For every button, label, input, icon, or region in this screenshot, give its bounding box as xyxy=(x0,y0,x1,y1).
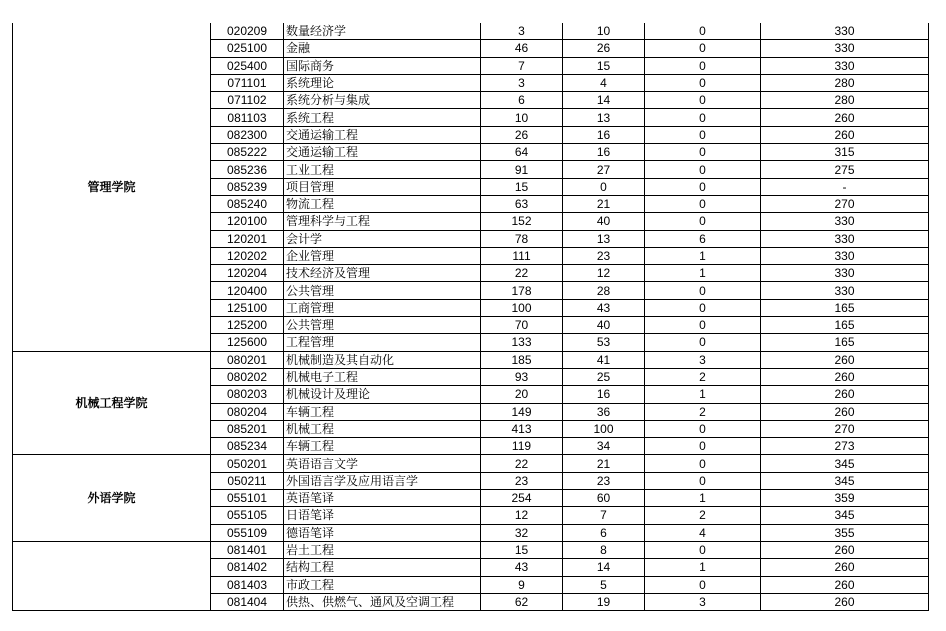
exempt-cell: 3 xyxy=(645,351,761,368)
exempt-cell: 0 xyxy=(645,541,761,558)
major-name-cell: 交通运输工程 xyxy=(284,144,481,161)
major-code-cell: 081402 xyxy=(211,559,284,576)
admitted-cell: 23 xyxy=(563,472,645,489)
applicants-cell: 63 xyxy=(481,195,563,212)
major-name-cell: 机械设计及理论 xyxy=(284,386,481,403)
score-line-cell: 260 xyxy=(761,126,929,143)
admitted-cell: 13 xyxy=(563,230,645,247)
admitted-cell: 10 xyxy=(563,23,645,40)
applicants-cell: 413 xyxy=(481,420,563,437)
major-name-cell: 工业工程 xyxy=(284,161,481,178)
major-code-cell: 071101 xyxy=(211,74,284,91)
admissions-table xyxy=(12,23,929,611)
major-name-cell: 机械电子工程 xyxy=(284,368,481,385)
major-code-cell: 080202 xyxy=(211,368,284,385)
applicants-cell: 91 xyxy=(481,161,563,178)
major-name-cell: 日语笔译 xyxy=(284,507,481,524)
major-code-cell: 085240 xyxy=(211,195,284,212)
applicants-cell: 15 xyxy=(481,541,563,558)
major-name-cell: 企业管理 xyxy=(284,247,481,264)
score-line-cell: 345 xyxy=(761,455,929,472)
score-line-cell: 260 xyxy=(761,351,929,368)
admitted-cell: 100 xyxy=(563,420,645,437)
applicants-cell: 10 xyxy=(481,109,563,126)
applicants-cell: 43 xyxy=(481,559,563,576)
major-code-cell: 085222 xyxy=(211,144,284,161)
admitted-cell: 36 xyxy=(563,403,645,420)
major-code-cell: 125100 xyxy=(211,299,284,316)
admitted-cell: 43 xyxy=(563,299,645,316)
major-name-cell: 国际商务 xyxy=(284,57,481,74)
score-line-cell: 165 xyxy=(761,334,929,351)
score-line-cell: 260 xyxy=(761,559,929,576)
major-name-cell: 交通运输工程 xyxy=(284,126,481,143)
exempt-cell: 0 xyxy=(645,161,761,178)
applicants-cell: 119 xyxy=(481,438,563,455)
major-code-cell: 055105 xyxy=(211,507,284,524)
major-name-cell: 工程管理 xyxy=(284,334,481,351)
applicants-cell: 100 xyxy=(481,299,563,316)
exempt-cell: 0 xyxy=(645,282,761,299)
major-name-cell: 供热、供燃气、通风及空调工程 xyxy=(284,593,481,610)
score-line-cell: 270 xyxy=(761,195,929,212)
major-code-cell: 125200 xyxy=(211,317,284,334)
major-code-cell: 050211 xyxy=(211,472,284,489)
score-line-cell: 165 xyxy=(761,299,929,316)
exempt-cell: 2 xyxy=(645,403,761,420)
score-line-cell: - xyxy=(761,178,929,195)
score-line-cell: 330 xyxy=(761,230,929,247)
exempt-cell: 0 xyxy=(645,472,761,489)
admitted-cell: 14 xyxy=(563,92,645,109)
applicants-cell: 12 xyxy=(481,507,563,524)
score-line-cell: 330 xyxy=(761,247,929,264)
score-line-cell: 260 xyxy=(761,541,929,558)
applicants-cell: 254 xyxy=(481,490,563,507)
major-code-cell: 050201 xyxy=(211,455,284,472)
table-row xyxy=(13,23,929,40)
major-code-cell: 055109 xyxy=(211,524,284,541)
major-name-cell: 工商管理 xyxy=(284,299,481,316)
exempt-cell: 0 xyxy=(645,92,761,109)
admitted-cell: 12 xyxy=(563,265,645,282)
major-name-cell: 系统工程 xyxy=(284,109,481,126)
admitted-cell: 28 xyxy=(563,282,645,299)
major-code-cell: 080203 xyxy=(211,386,284,403)
exempt-cell: 1 xyxy=(645,490,761,507)
major-code-cell: 120204 xyxy=(211,265,284,282)
applicants-cell: 3 xyxy=(481,74,563,91)
score-line-cell: 270 xyxy=(761,420,929,437)
score-line-cell: 315 xyxy=(761,144,929,161)
admitted-cell: 6 xyxy=(563,524,645,541)
exempt-cell: 0 xyxy=(645,213,761,230)
table-row xyxy=(13,541,929,558)
major-name-cell: 会计学 xyxy=(284,230,481,247)
score-line-cell: 330 xyxy=(761,282,929,299)
score-line-cell: 165 xyxy=(761,317,929,334)
applicants-cell: 22 xyxy=(481,265,563,282)
admitted-cell: 26 xyxy=(563,40,645,57)
score-line-cell: 355 xyxy=(761,524,929,541)
admitted-cell: 15 xyxy=(563,57,645,74)
school-name-cell: 外语学院 xyxy=(13,455,211,541)
exempt-cell: 2 xyxy=(645,368,761,385)
exempt-cell: 0 xyxy=(645,144,761,161)
admitted-cell: 21 xyxy=(563,455,645,472)
table-row xyxy=(13,455,929,472)
major-name-cell: 机械工程 xyxy=(284,420,481,437)
admitted-cell: 40 xyxy=(563,317,645,334)
exempt-cell: 0 xyxy=(645,420,761,437)
major-name-cell: 岩土工程 xyxy=(284,541,481,558)
score-line-cell: 275 xyxy=(761,161,929,178)
admitted-cell: 60 xyxy=(563,490,645,507)
admitted-cell: 0 xyxy=(563,178,645,195)
admitted-cell: 8 xyxy=(563,541,645,558)
exempt-cell: 1 xyxy=(645,559,761,576)
admitted-cell: 16 xyxy=(563,144,645,161)
score-line-cell: 330 xyxy=(761,40,929,57)
applicants-cell: 6 xyxy=(481,92,563,109)
major-name-cell: 物流工程 xyxy=(284,195,481,212)
admitted-cell: 7 xyxy=(563,507,645,524)
admitted-cell: 5 xyxy=(563,576,645,593)
major-code-cell: 082300 xyxy=(211,126,284,143)
exempt-cell: 0 xyxy=(645,109,761,126)
exempt-cell: 0 xyxy=(645,299,761,316)
applicants-cell: 3 xyxy=(481,23,563,40)
major-code-cell: 120202 xyxy=(211,247,284,264)
major-code-cell: 085236 xyxy=(211,161,284,178)
exempt-cell: 0 xyxy=(645,317,761,334)
admitted-cell: 21 xyxy=(563,195,645,212)
score-line-cell: 280 xyxy=(761,74,929,91)
score-line-cell: 280 xyxy=(761,92,929,109)
exempt-cell: 0 xyxy=(645,438,761,455)
score-line-cell: 345 xyxy=(761,472,929,489)
major-name-cell: 外国语言学及应用语言学 xyxy=(284,472,481,489)
major-name-cell: 技术经济及管理 xyxy=(284,265,481,282)
exempt-cell: 0 xyxy=(645,178,761,195)
admitted-cell: 14 xyxy=(563,559,645,576)
score-line-cell: 330 xyxy=(761,57,929,74)
applicants-cell: 15 xyxy=(481,178,563,195)
major-name-cell: 系统理论 xyxy=(284,74,481,91)
exempt-cell: 1 xyxy=(645,265,761,282)
exempt-cell: 6 xyxy=(645,230,761,247)
major-code-cell: 120100 xyxy=(211,213,284,230)
score-line-cell: 260 xyxy=(761,368,929,385)
major-code-cell: 120400 xyxy=(211,282,284,299)
exempt-cell: 0 xyxy=(645,334,761,351)
major-name-cell: 金融 xyxy=(284,40,481,57)
exempt-cell: 1 xyxy=(645,247,761,264)
applicants-cell: 22 xyxy=(481,455,563,472)
admitted-cell: 25 xyxy=(563,368,645,385)
major-name-cell: 公共管理 xyxy=(284,317,481,334)
applicants-cell: 20 xyxy=(481,386,563,403)
exempt-cell: 1 xyxy=(645,386,761,403)
applicants-cell: 133 xyxy=(481,334,563,351)
applicants-cell: 7 xyxy=(481,57,563,74)
score-line-cell: 273 xyxy=(761,438,929,455)
admitted-cell: 27 xyxy=(563,161,645,178)
major-name-cell: 管理科学与工程 xyxy=(284,213,481,230)
major-name-cell: 德语笔译 xyxy=(284,524,481,541)
exempt-cell: 0 xyxy=(645,126,761,143)
major-code-cell: 080204 xyxy=(211,403,284,420)
major-name-cell: 机械制造及其自动化 xyxy=(284,351,481,368)
major-code-cell: 081103 xyxy=(211,109,284,126)
major-code-cell: 085201 xyxy=(211,420,284,437)
applicants-cell: 78 xyxy=(481,230,563,247)
table-body xyxy=(13,23,929,611)
admitted-cell: 41 xyxy=(563,351,645,368)
major-code-cell: 020209 xyxy=(211,23,284,40)
major-name-cell: 车辆工程 xyxy=(284,438,481,455)
admitted-cell: 34 xyxy=(563,438,645,455)
table-row xyxy=(13,351,929,368)
admitted-cell: 19 xyxy=(563,593,645,610)
score-line-cell: 260 xyxy=(761,386,929,403)
major-code-cell: 025400 xyxy=(211,57,284,74)
admitted-cell: 23 xyxy=(563,247,645,264)
exempt-cell: 2 xyxy=(645,507,761,524)
applicants-cell: 152 xyxy=(481,213,563,230)
admitted-cell: 16 xyxy=(563,386,645,403)
major-code-cell: 081401 xyxy=(211,541,284,558)
score-line-cell: 260 xyxy=(761,593,929,610)
exempt-cell: 0 xyxy=(645,23,761,40)
exempt-cell: 0 xyxy=(645,576,761,593)
applicants-cell: 23 xyxy=(481,472,563,489)
score-line-cell: 260 xyxy=(761,403,929,420)
applicants-cell: 46 xyxy=(481,40,563,57)
major-code-cell: 085234 xyxy=(211,438,284,455)
applicants-cell: 32 xyxy=(481,524,563,541)
major-name-cell: 英语笔译 xyxy=(284,490,481,507)
score-line-cell: 330 xyxy=(761,265,929,282)
admitted-cell: 13 xyxy=(563,109,645,126)
major-code-cell: 125600 xyxy=(211,334,284,351)
applicants-cell: 9 xyxy=(481,576,563,593)
applicants-cell: 111 xyxy=(481,247,563,264)
school-name-cell xyxy=(13,541,211,610)
school-name-cell: 管理学院 xyxy=(13,23,211,351)
major-name-cell: 市政工程 xyxy=(284,576,481,593)
major-name-cell: 项目管理 xyxy=(284,178,481,195)
major-name-cell: 数量经济学 xyxy=(284,23,481,40)
exempt-cell: 4 xyxy=(645,524,761,541)
applicants-cell: 26 xyxy=(481,126,563,143)
major-code-cell: 080201 xyxy=(211,351,284,368)
major-code-cell: 085239 xyxy=(211,178,284,195)
major-code-cell: 071102 xyxy=(211,92,284,109)
major-code-cell: 081403 xyxy=(211,576,284,593)
admitted-cell: 53 xyxy=(563,334,645,351)
admitted-cell: 40 xyxy=(563,213,645,230)
school-name-cell: 机械工程学院 xyxy=(13,351,211,455)
exempt-cell: 0 xyxy=(645,74,761,91)
applicants-cell: 185 xyxy=(481,351,563,368)
applicants-cell: 178 xyxy=(481,282,563,299)
exempt-cell: 0 xyxy=(645,57,761,74)
score-line-cell: 330 xyxy=(761,213,929,230)
applicants-cell: 70 xyxy=(481,317,563,334)
applicants-cell: 64 xyxy=(481,144,563,161)
score-line-cell: 345 xyxy=(761,507,929,524)
admitted-cell: 4 xyxy=(563,74,645,91)
score-line-cell: 330 xyxy=(761,23,929,40)
applicants-cell: 62 xyxy=(481,593,563,610)
score-line-cell: 260 xyxy=(761,576,929,593)
exempt-cell: 0 xyxy=(645,195,761,212)
applicants-cell: 149 xyxy=(481,403,563,420)
score-line-cell: 260 xyxy=(761,109,929,126)
major-code-cell: 055101 xyxy=(211,490,284,507)
major-code-cell: 120201 xyxy=(211,230,284,247)
major-name-cell: 车辆工程 xyxy=(284,403,481,420)
exempt-cell: 0 xyxy=(645,455,761,472)
major-name-cell: 结构工程 xyxy=(284,559,481,576)
major-code-cell: 081404 xyxy=(211,593,284,610)
exempt-cell: 0 xyxy=(645,40,761,57)
major-code-cell: 025100 xyxy=(211,40,284,57)
admitted-cell: 16 xyxy=(563,126,645,143)
score-line-cell: 359 xyxy=(761,490,929,507)
major-name-cell: 公共管理 xyxy=(284,282,481,299)
applicants-cell: 93 xyxy=(481,368,563,385)
exempt-cell: 3 xyxy=(645,593,761,610)
major-name-cell: 英语语言文学 xyxy=(284,455,481,472)
major-name-cell: 系统分析与集成 xyxy=(284,92,481,109)
